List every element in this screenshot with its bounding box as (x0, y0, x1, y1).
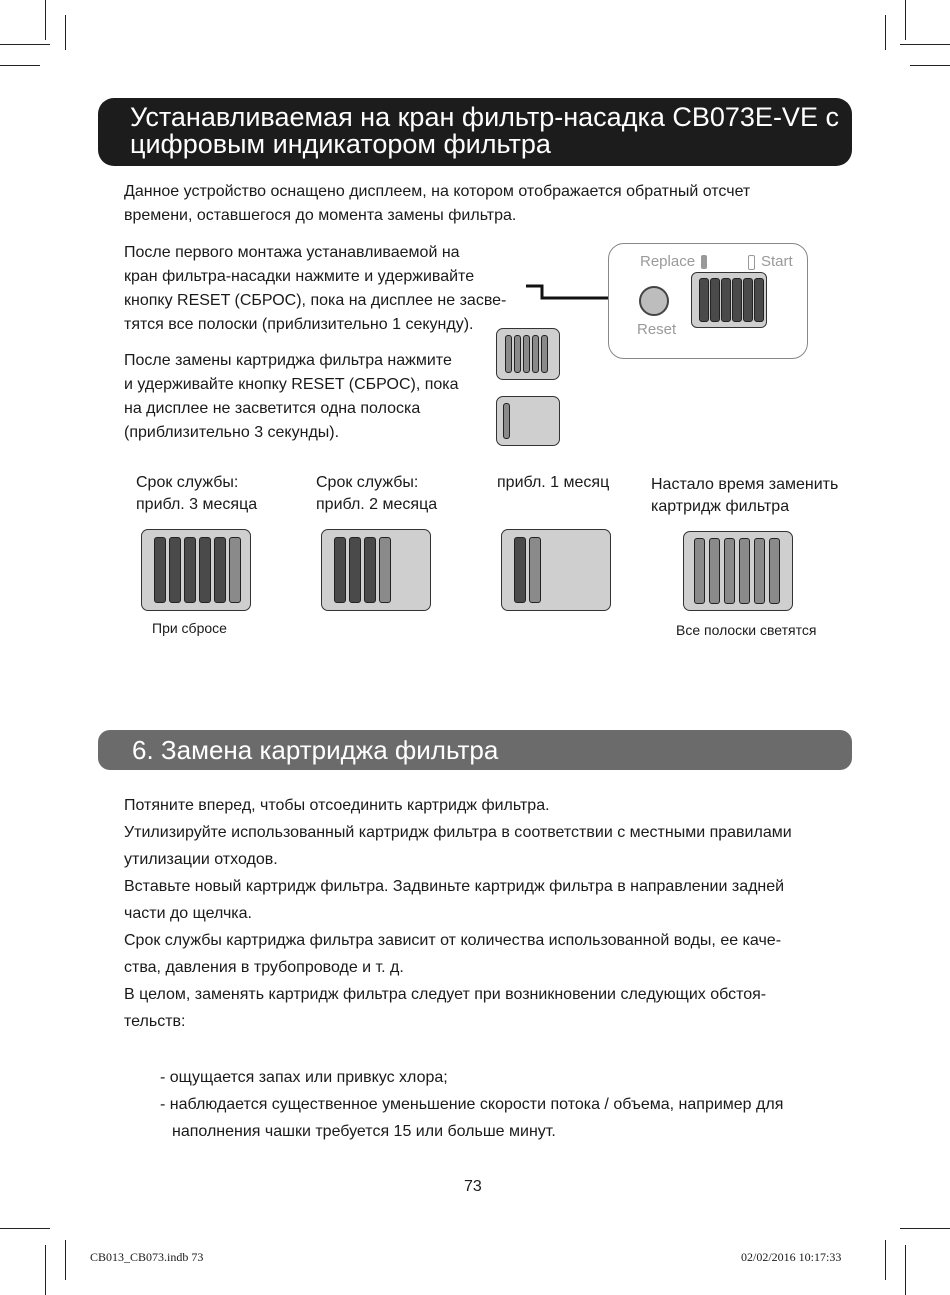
text-line: утилизации отходов. (124, 851, 278, 868)
crop-mark (905, 0, 906, 40)
text-line: картридж фильтра (651, 498, 790, 515)
bullet-text: ощущается запах или привкус хлора; (169, 1069, 448, 1086)
text-line: прибл. 2 месяца (316, 496, 438, 513)
text-line: времени, оставшегося до момента замены фильтра. (124, 207, 517, 224)
footer-date: 02/02/2016 10:17:33 (741, 1250, 842, 1264)
section-header (98, 98, 852, 166)
display-bar (214, 537, 226, 603)
list-item: - ощущается запах или привкус хлора; (160, 1069, 448, 1086)
crop-mark (45, 0, 46, 40)
display-2-months (321, 529, 431, 611)
text-line: Срок службы: (316, 474, 419, 491)
first-install-paragraph (124, 241, 506, 337)
text-line: тельств: (124, 1013, 186, 1030)
crop-mark (0, 44, 50, 45)
text-line: Утилизируйте использованный картридж фильтра в соответствии с местными правилами (124, 824, 792, 841)
section-title (130, 104, 839, 158)
crop-mark (900, 1228, 950, 1229)
intro-paragraph (124, 180, 750, 228)
device-display (691, 272, 767, 328)
device-panel (608, 243, 808, 359)
crop-mark (65, 15, 66, 50)
crop-mark (65, 1240, 66, 1280)
display-bar (709, 538, 720, 604)
section-title: 6. Замена картриджа фильтра (132, 735, 499, 765)
text-line: Настало время заменить (651, 476, 839, 493)
caption-on-reset: При сбросе (152, 620, 227, 636)
display-bar (523, 335, 530, 373)
text-line: Вставьте новый картридж фильтра. Задвиньте картридж фильтра в направлении задней (124, 878, 785, 895)
text-line: ства, давления в трубопроводе и т. д. (124, 959, 404, 976)
text-line: Потяните вперед, чтобы отсоединить картридж фильтра. (124, 797, 550, 814)
display-bar (379, 537, 391, 603)
crop-mark (0, 1228, 50, 1229)
text-line: части до щелчка. (124, 905, 252, 922)
display-bar (743, 278, 753, 322)
display-bar (169, 537, 181, 603)
text-line: Срок службы: (136, 474, 239, 491)
display-bar (694, 538, 705, 604)
state-label-2-months (316, 472, 437, 516)
text-line: прибл. 1 месяц (497, 474, 610, 491)
display-bar (334, 537, 346, 603)
text-line: и удерживайте кнопку RESET (СБРОС), пока (124, 376, 459, 393)
reset-label: Reset (637, 321, 677, 338)
display-bar (541, 335, 548, 373)
display-bar (529, 537, 541, 603)
after-replace-paragraph (124, 349, 459, 445)
section2-body (124, 792, 792, 1035)
crop-mark (45, 1245, 46, 1295)
text-line: В целом, заменять картридж фильтра следует при возникновении следующих обстоя- (124, 986, 767, 1003)
display-bar (349, 537, 361, 603)
display-bar (229, 537, 241, 603)
display-one-bar-lit (496, 396, 560, 446)
crop-mark (885, 1240, 886, 1280)
reset-button[interactable] (639, 286, 669, 316)
footer-file: CB013_CB073.indb 73 (90, 1250, 204, 1264)
display-bar (505, 335, 512, 373)
replace-label: Replace (640, 253, 696, 270)
text-line: После замены картриджа фильтра нажмите (124, 352, 452, 369)
display-all-bars-lit (496, 328, 560, 380)
crop-mark (905, 1245, 906, 1295)
display-bar (184, 537, 196, 603)
start-label: Start (761, 253, 793, 270)
display-bar (732, 278, 742, 322)
display-bar (154, 537, 166, 603)
list-item: - наблюдается существенное уменьшение скорости потока / объема, например для (160, 1096, 784, 1113)
title-line: цифровым индикатором фильтра (130, 129, 551, 159)
display-bar (724, 538, 735, 604)
display-bar (532, 335, 539, 373)
display-bar (721, 278, 731, 322)
display-1-month (501, 529, 611, 611)
text-line: кнопку RESET (СБРОС), пока на дисплее не засве- (124, 292, 507, 309)
display-bar (514, 335, 521, 373)
bullet-list (160, 1064, 783, 1145)
list-item (160, 1118, 783, 1145)
display-bar (514, 537, 526, 603)
crop-mark (900, 44, 950, 45)
bullet-text: наблюдается существенное уменьшение скорости потока / объема, например для (169, 1096, 784, 1113)
text-line: прибл. 3 месяца (136, 496, 258, 513)
display-bar (364, 537, 376, 603)
state-label-replace (651, 474, 838, 518)
crop-mark (885, 15, 886, 50)
section-header (98, 730, 852, 770)
display-bar (754, 538, 765, 604)
crop-mark (0, 65, 40, 66)
display-bar (739, 538, 750, 604)
crop-mark (910, 65, 950, 66)
display-3-months (141, 529, 251, 611)
text-line: тятся все полоски (приблизительно 1 секунду). (124, 316, 474, 333)
text-line: Данное устройство оснащено дисплеем, на котором отображается обратный отсчет (124, 183, 751, 200)
text-line: Срок службы картриджа фильтра зависит от количества использованной воды, ее каче- (124, 932, 782, 949)
text-line: кран фильтра-насадки нажмите и удерживайте (124, 268, 475, 285)
text-line: (приблизительно 3 секунды). (124, 424, 340, 441)
display-bar (199, 537, 211, 603)
replace-indicator-icon (701, 255, 707, 269)
title-line: Устанавливаемая на кран фильтр-насадка CB073E-VE с (130, 102, 839, 132)
display-bar (769, 538, 780, 604)
page-number: 73 (464, 1178, 482, 1195)
text-line: на дисплее не засветится одна полоска (124, 400, 421, 417)
state-label-1-month (497, 472, 609, 494)
start-indicator-icon (748, 255, 755, 270)
text-line: После первого монтажа устанавливаемой на (124, 244, 460, 261)
bullet-text: наполнения чашки требуется 15 или больше минут. (172, 1123, 556, 1140)
display-bar (754, 278, 764, 322)
display-replace (683, 531, 793, 611)
state-label-3-months (136, 472, 257, 516)
display-bar (710, 278, 720, 322)
display-bar (699, 278, 709, 322)
caption-all-lit: Все полоски светятся (676, 622, 817, 638)
display-bar (503, 403, 510, 439)
